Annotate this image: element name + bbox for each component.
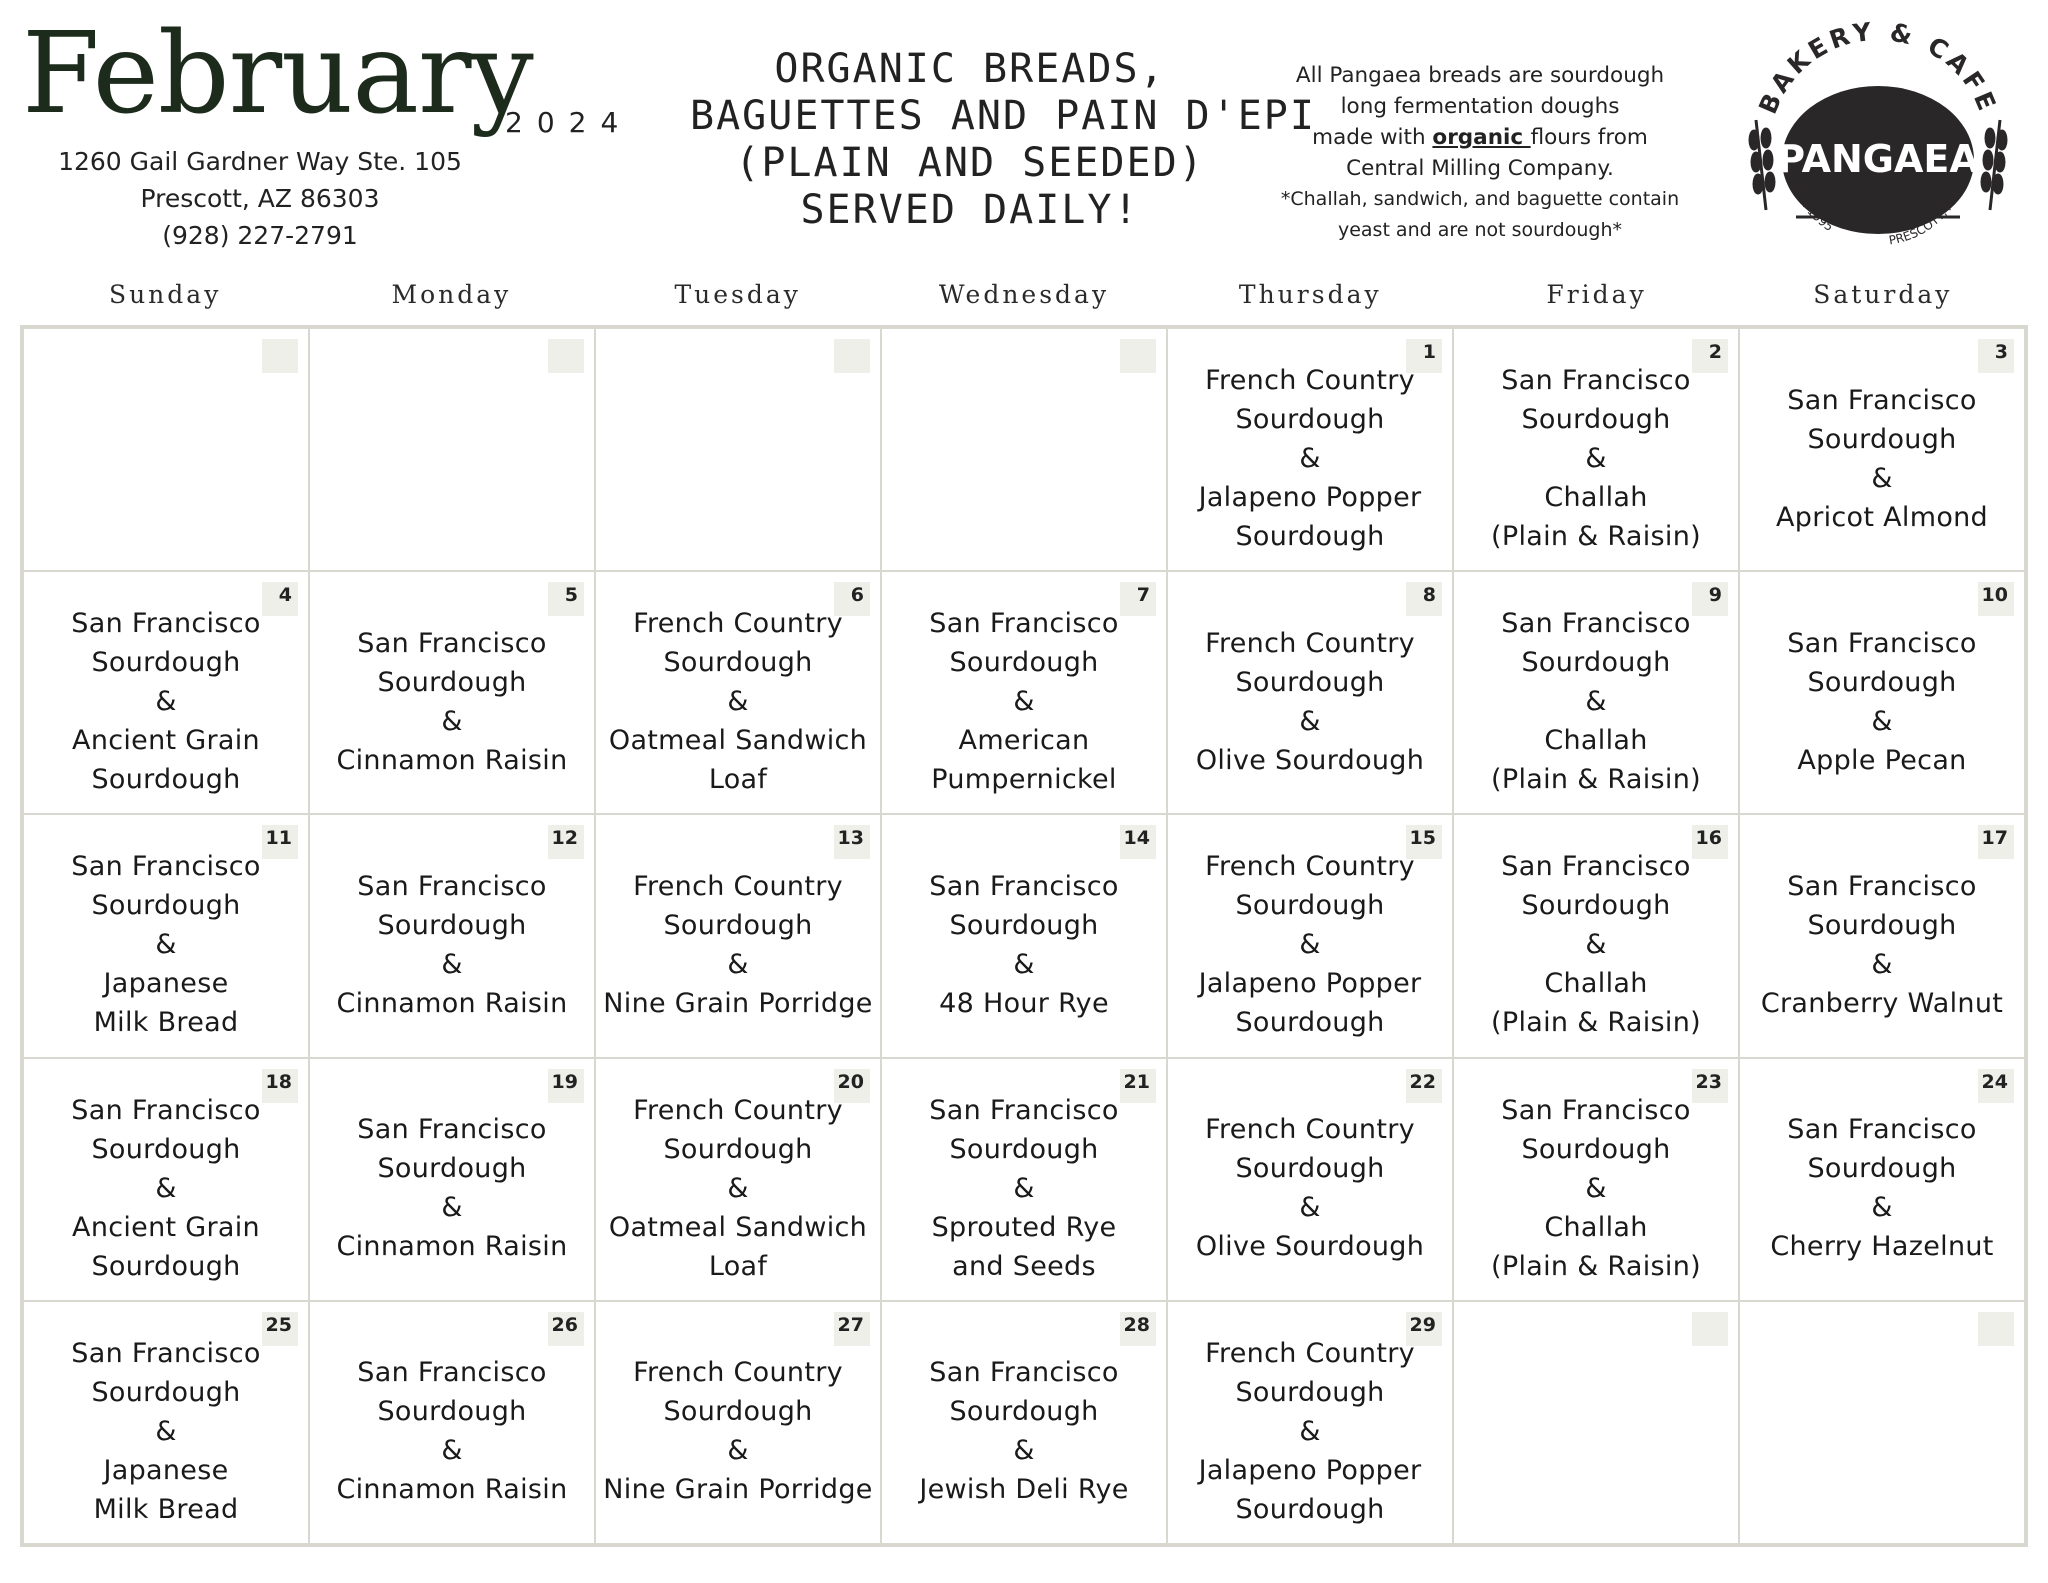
weekday-thursday: Thursday [1238,280,1382,309]
weekday-sunday: Sunday [108,280,222,309]
bread-menu-line: San Francisco [929,1094,1119,1126]
bread-menu [24,594,308,809]
bread-menu-line: Sourdough [377,666,527,698]
day-number-badge: 22 [1406,1069,1442,1103]
calendar-day-cell [881,814,1167,1057]
bread-menu-line: French Country [633,608,843,640]
weekday-tuesday: Tuesday [674,280,801,309]
address-city: Prescott, AZ 86303 [140,184,380,213]
bread-menu-line: Ancient Grain [72,1211,260,1243]
bread-menu-line: Olive Sourdough [1195,1231,1425,1263]
bread-menu-line: Sourdough [1807,909,1957,941]
bread-menu-line: Cranberry Walnut [1760,987,2004,1019]
headline-line: (PLAIN AND SEEDED) [735,140,1205,186]
bread-menu-line: 48 Hour Rye [939,987,1109,1019]
bread-menu-line: & [727,948,749,980]
bread-menu-line: San Francisco [71,851,261,883]
day-number-badge: 24 [1978,1069,2014,1103]
info-note: yeast and are not sourdough* [1337,219,1623,241]
calendar-day-cell [309,1301,595,1544]
bread-menu-line: San Francisco [1501,1094,1691,1126]
bread-menu-line: Sourdough [1807,423,1957,455]
day-number-badge: 20 [834,1069,870,1103]
day-number-badge: 17 [1978,825,2014,859]
calendar-day-cell [1167,571,1453,814]
bread-menu-line: Milk Bread [93,1493,239,1525]
bakery-address [40,143,480,254]
day-number-badge: 2 [1692,339,1728,373]
bread-menu-line: Jalapeno Popper [1198,482,1422,514]
bread-menu-line: San Francisco [1501,851,1691,883]
bread-menu [310,1081,594,1296]
bread-menu [24,1081,308,1296]
calendar-day-cell [309,814,595,1057]
bread-menu-line: & [1013,1435,1035,1467]
calendar-day-cell [309,1058,595,1301]
year-label: 2024 [505,106,633,139]
bread-menu-line: & [1871,462,1893,494]
info-text: made with [1312,125,1433,150]
weekday-monday: Monday [391,280,512,309]
day-number-badge: 8 [1406,582,1442,616]
bread-menu-line: & [1585,929,1607,961]
info-note: *Challah, sandwich, and baguette contain [1280,188,1680,210]
calendar-day-cell [881,1058,1167,1301]
calendar-day-cell [309,571,595,814]
bread-menu-line: Sourdough [91,1133,241,1165]
bread-menu-line: & [727,1172,749,1204]
calendar-day-cell [1167,1058,1453,1301]
bread-menu-line: Sourdough [1235,666,1385,698]
bread-menu-line: & [1585,1172,1607,1204]
day-number-badge: 5 [548,582,584,616]
bread-menu-line: Pumpernickel [931,764,1117,796]
calendar-day-cell [23,814,309,1057]
bread-menu-line: Cinnamon Raisin [336,987,568,1019]
calendar-day-cell [595,1058,881,1301]
calendar-day-cell [23,571,309,814]
bread-menu-line: French Country [633,870,843,902]
bread-menu-line: French Country [1205,627,1415,659]
calendar-day-cell [1167,814,1453,1057]
bread-menu-line: & [1585,443,1607,475]
bread-menu-line: San Francisco [929,608,1119,640]
bread-menu-line: Sourdough [663,909,813,941]
bread-menu-line: & [727,686,749,718]
bread-menu-line: San Francisco [357,1114,547,1146]
calendar-day-cell [881,328,1167,571]
bread-menu-line: Loaf [708,764,768,796]
bread-menu-line: Milk Bread [93,1007,239,1039]
bread-menu-line: Sprouted Rye [931,1211,1117,1243]
organic-emphasis: organic [1432,125,1531,150]
day-number-badge: 10 [1978,582,2014,616]
bread-menu-line: & [1299,1192,1321,1224]
calendar-day-cell [881,1301,1167,1544]
bread-menu [596,837,880,1052]
day-number-badge: 27 [834,1312,870,1346]
bread-menu [1454,351,1738,566]
bread-menu-line: (Plain & Raisin) [1491,521,1701,553]
day-number-badge: 11 [262,825,298,859]
bread-menu [310,837,594,1052]
calendar-day-cell [23,1058,309,1301]
calendar-day-cell [595,1301,881,1544]
month-title: February [22,9,533,139]
bread-menu [1454,594,1738,809]
bread-menu-line: French Country [633,1357,843,1389]
bread-menu [1740,1324,2024,1539]
bread-menu-line: Jalapeno Popper [1198,968,1422,1000]
bread-menu [24,351,308,566]
bread-menu-line: Cinnamon Raisin [336,744,568,776]
day-number-badge: 23 [1692,1069,1728,1103]
calendar-day-cell [595,571,881,814]
day-number-badge: 21 [1120,1069,1156,1103]
bread-menu-line: Sourdough [91,647,241,679]
bread-menu [596,351,880,566]
bread-menu-line: San Francisco [1501,608,1691,640]
bread-menu [1454,1081,1738,1296]
bread-menu-line: Jalapeno Popper [1198,1454,1422,1486]
bread-menu [882,1081,1166,1296]
bread-menu-line: San Francisco [71,608,261,640]
bread-menu-line: Loaf [708,1250,768,1282]
bread-menu-line: French Country [1205,851,1415,883]
bread-menu-line: Cinnamon Raisin [336,1231,568,1263]
headline-line: ORGANIC BREADS, [774,46,1166,92]
bread-menu-line: & [1013,1172,1035,1204]
bread-menu-line: & [441,1435,463,1467]
calendar-day-cell [1739,814,2025,1057]
bread-menu-line: & [1299,443,1321,475]
bread-menu-line: Sourdough [91,764,241,796]
bread-menu-line: (Plain & Raisin) [1491,1007,1701,1039]
bread-menu-line: Sourdough [377,1396,527,1428]
bread-menu-line: & [1585,686,1607,718]
bread-menu [596,594,880,809]
bread-menu-line: Sourdough [91,890,241,922]
bread-menu-line: San Francisco [357,627,547,659]
calendar-day-cell [23,1301,309,1544]
bread-menu-line: (Plain & Raisin) [1491,764,1701,796]
headline-line: SERVED DAILY! [800,187,1140,233]
bread-menu-line: San Francisco [71,1094,261,1126]
bread-menu [310,594,594,809]
bread-menu-line: & [155,1172,177,1204]
bread-menu-line: Cherry Hazelnut [1770,1231,1994,1263]
bread-menu [1168,594,1452,809]
day-number-badge: 13 [834,825,870,859]
bread-menu-line: & [1013,686,1035,718]
calendar-day-cell [1167,1301,1453,1544]
day-number-badge: 3 [1978,339,2014,373]
info-line: All Pangaea breads are sourdough [1295,63,1665,88]
bread-menu-line: Sourdough [663,1396,813,1428]
bread-menu-line: Challah [1544,968,1648,1000]
bread-menu-line: Challah [1544,725,1648,757]
bread-menu-line: Cinnamon Raisin [336,1474,568,1506]
bread-menu-line: Ancient Grain [72,725,260,757]
bread-menu [1168,837,1452,1052]
calendar-day-cell [1739,571,2025,814]
calendar-day-cell [881,571,1167,814]
logo-name: PANGAEA [1777,137,1979,181]
bread-menu-line: Sourdough [377,1153,527,1185]
logo-location: PRESCOTT, AZ [1887,191,1962,248]
bread-menu-line: San Francisco [71,1337,261,1369]
bread-menu-line: Apple Pecan [1797,744,1967,776]
bread-menu-line: Sourdough [1235,1153,1385,1185]
bread-menu-line: San Francisco [929,870,1119,902]
bread-menu-line: Sourdough [377,909,527,941]
bread-menu [1454,837,1738,1052]
day-number-badge: 6 [834,582,870,616]
address-phone: (928) 227-2791 [162,221,358,250]
bread-menu [596,1324,880,1539]
bread-menu [1168,351,1452,566]
bread-menu-line: Sourdough [663,1133,813,1165]
bread-menu [310,351,594,566]
day-number-badge: 1 [1406,339,1442,373]
day-number-badge: 14 [1120,825,1156,859]
bread-menu [310,1324,594,1539]
bread-menu-line: Challah [1544,482,1648,514]
bread-menu-line: Sourdough [663,647,813,679]
bread-menu-line: San Francisco [1501,365,1691,397]
bread-menu-line: French Country [1205,365,1415,397]
bread-menu [24,837,308,1052]
bread-menu-line: San Francisco [357,1357,547,1389]
bread-menu-line: Sourdough [1807,666,1957,698]
calendar-day-cell [1739,1301,2025,1544]
logo-established: EST. 1995 [1789,182,1836,235]
bread-menu-line: French Country [1205,1114,1415,1146]
day-number-badge: 9 [1692,582,1728,616]
bread-menu-line: and Seeds [952,1250,1096,1282]
bread-menu-line: & [441,705,463,737]
bread-menu-line: Jewish Deli Rye [919,1474,1129,1506]
calendar-day-cell [1167,328,1453,571]
calendar-day-cell [23,328,309,571]
calendar-day-cell [1739,1058,2025,1301]
weekday-saturday: Saturday [1813,280,1953,309]
weekday-header [22,280,2026,316]
bread-menu-line: Sourdough [949,909,1099,941]
bread-menu [1740,1081,2024,1296]
bread-menu-line: San Francisco [1787,870,1977,902]
bread-menu-line: French Country [633,1094,843,1126]
bread-menu-line: & [1013,948,1035,980]
bread-menu-line: Sourdough [1521,890,1671,922]
bread-menu-line: Challah [1544,1211,1648,1243]
bread-menu [882,837,1166,1052]
bread-menu-line: Sourdough [91,1376,241,1408]
sourdough-info [1240,60,1720,246]
info-line [1240,122,1720,153]
calendar-day-cell [1453,1301,1739,1544]
bread-menu-line: & [1299,705,1321,737]
calendar-day-cell [595,814,881,1057]
weekday-friday: Friday [1546,280,1647,309]
bread-menu-line: San Francisco [929,1357,1119,1389]
calendar-day-cell [1453,1058,1739,1301]
bread-menu-line: Sourdough [1807,1153,1957,1185]
day-number-badge: 26 [548,1312,584,1346]
bread-menu [1168,1324,1452,1539]
day-number-badge: 12 [548,825,584,859]
bread-menu-line: Oatmeal Sandwich [608,725,868,757]
headline-line: BAGUETTES AND PAIN D'EPI [690,93,1316,139]
bread-menu-line: & [1299,929,1321,961]
bread-menu-line: Sourdough [949,1133,1099,1165]
bread-menu [1740,837,2024,1052]
pangaea-logo [1738,20,2018,280]
day-number-badge: 18 [262,1069,298,1103]
bread-menu-line: Oatmeal Sandwich [608,1211,868,1243]
bread-menu-line: & [155,1415,177,1447]
bread-menu [1454,1324,1738,1539]
day-number-badge: 29 [1406,1312,1442,1346]
weekday-wednesday: Wednesday [938,280,1110,309]
bread-menu-line: Olive Sourdough [1195,744,1425,776]
bread-menu-line: & [727,1435,749,1467]
bread-menu-line: & [155,686,177,718]
bread-menu-line: Sourdough [91,1250,241,1282]
bread-menu-line: Sourdough [1235,1007,1385,1039]
bread-menu-line: Sourdough [1235,1493,1385,1525]
wheat-icon [1982,120,2006,210]
calendar-day-cell [1739,328,2025,571]
bread-menu-line: Japanese [103,968,229,1000]
wheat-icon [1750,120,1774,210]
info-text: flours from [1530,125,1648,150]
calendar-day-cell [1453,328,1739,571]
bread-menu [1168,1081,1452,1296]
calendar-day-cell [1453,571,1739,814]
bread-menu-line: French Country [1205,1337,1415,1369]
bread-menu-line: Apricot Almond [1776,501,1988,533]
day-number-badge: 7 [1120,582,1156,616]
bread-menu [882,351,1166,566]
bread-menu-line: (Plain & Raisin) [1491,1250,1701,1282]
bread-menu-line: & [1871,948,1893,980]
bread-menu-line: Sourdough [1235,521,1385,553]
bread-menu-line: American [958,725,1090,757]
bread-menu-line: Sourdough [1235,1376,1385,1408]
bread-menu-line: Nine Grain Porridge [603,1474,873,1506]
calendar-grid [20,325,2028,1547]
bread-menu-line: Sourdough [949,1396,1099,1428]
bread-menu [1740,594,2024,809]
day-number-badge: 28 [1120,1312,1156,1346]
address-street: 1260 Gail Gardner Way Ste. 105 [58,147,462,176]
info-line: long fermentation doughs [1340,94,1620,119]
daily-breads-headline [690,46,1316,234]
bread-menu-line: San Francisco [1787,627,1977,659]
bread-menu-line: & [441,1192,463,1224]
bread-menu-line: San Francisco [1787,384,1977,416]
bread-menu-line: Sourdough [1521,1133,1671,1165]
bread-menu [882,594,1166,809]
day-number-badge: 25 [262,1312,298,1346]
day-number-badge: 15 [1406,825,1442,859]
calendar-day-cell [309,328,595,571]
bread-menu-line: San Francisco [1787,1114,1977,1146]
bread-menu-line: & [155,929,177,961]
bread-menu-line: Sourdough [1521,404,1671,436]
bread-menu-line: Japanese [103,1454,229,1486]
bread-menu-line: & [1871,705,1893,737]
day-number-badge: 16 [1692,825,1728,859]
bread-menu [596,1081,880,1296]
logo-tagline: BAKERY & CAFE [1753,20,2003,119]
bread-menu [882,1324,1166,1539]
bread-menu [1740,351,2024,566]
bread-menu-line: & [1299,1415,1321,1447]
day-number-badge: 4 [262,582,298,616]
bread-menu-line: Nine Grain Porridge [603,987,873,1019]
info-line: Central Milling Company. [1346,156,1614,181]
bread-menu-line: San Francisco [357,870,547,902]
bread-menu-line: & [441,948,463,980]
bread-menu [24,1324,308,1539]
day-number-badge: 19 [548,1069,584,1103]
calendar-day-cell [1453,814,1739,1057]
bread-menu-line: Sourdough [1235,890,1385,922]
bread-menu-line: Sourdough [949,647,1099,679]
bread-menu-line: Sourdough [1521,647,1671,679]
calendar-day-cell [595,328,881,571]
bread-menu-line: & [1871,1192,1893,1224]
bread-menu-line: Sourdough [1235,404,1385,436]
